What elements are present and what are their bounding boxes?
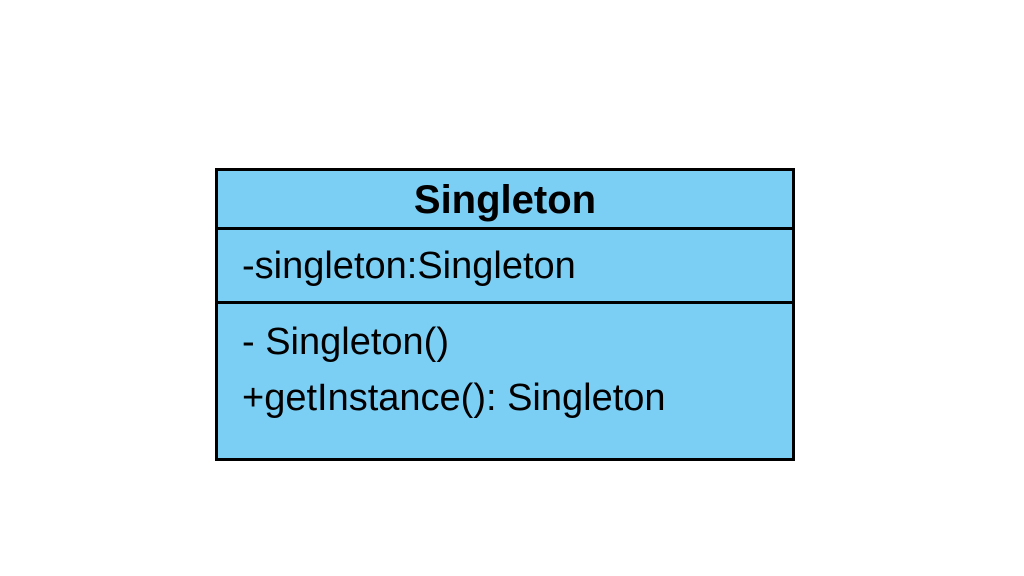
methods-compartment <box>218 304 792 426</box>
class-name: Singleton <box>218 171 792 230</box>
method-get-instance: +getInstance(): Singleton <box>242 377 666 419</box>
uml-class-box[interactable] <box>215 168 795 461</box>
attribute-singleton: -singleton:Singleton <box>242 244 576 287</box>
attributes-compartment <box>218 230 792 304</box>
method-constructor: - Singleton() <box>242 321 449 363</box>
